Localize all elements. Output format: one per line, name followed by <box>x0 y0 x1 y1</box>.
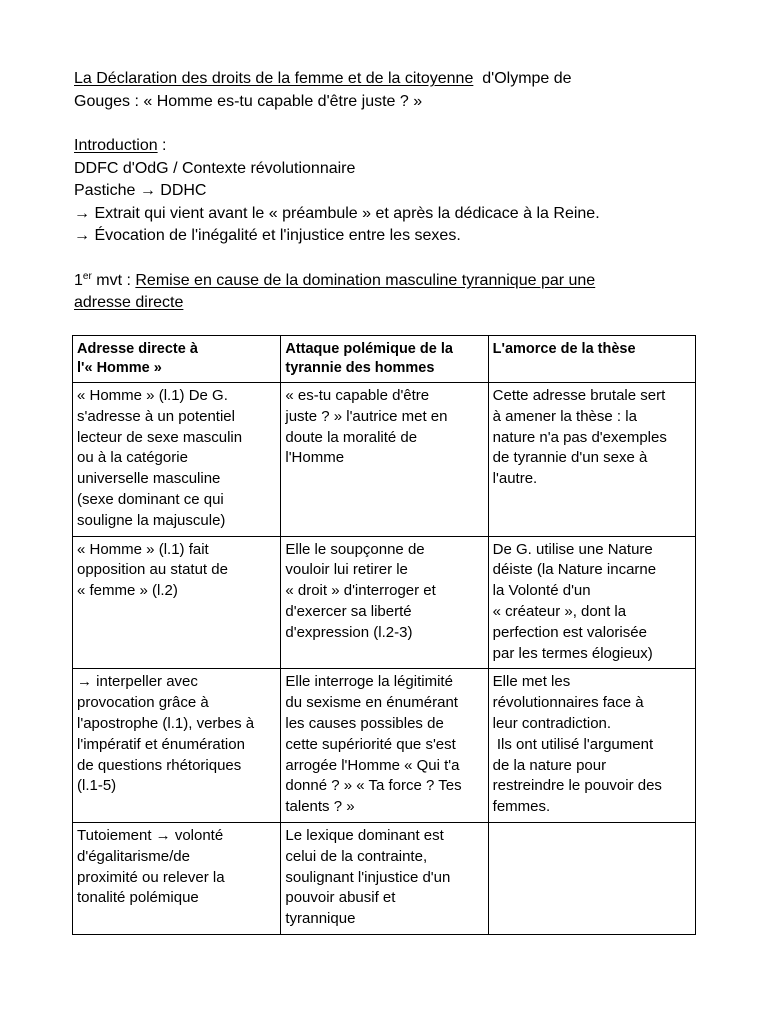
cell-line: leur contradiction. <box>492 714 612 732</box>
cell-line: Le lexique dominant est <box>285 826 444 844</box>
cell-line: par les termes élogieux) <box>492 644 653 662</box>
cell-line: Attaque polémique de la <box>285 341 453 357</box>
document-body <box>74 68 694 315</box>
movement-sup: er <box>82 270 92 282</box>
cell-line: à amener la thèse : la <box>492 407 637 425</box>
table-row <box>73 383 696 537</box>
cell-line: ou à la catégorie <box>77 449 188 467</box>
cell-line: tyrannique <box>285 910 356 928</box>
cell-line: donné ? » « Ta force ? Tes <box>285 777 462 795</box>
cell-line: l'« Homme » <box>77 360 162 376</box>
cell-line: universelle masculine <box>77 470 221 488</box>
intro-line: DDFC d'OdG / Contexte révolutionnaire <box>74 159 356 177</box>
table-cell <box>488 669 695 823</box>
cell-line: arrogée l'Homme « Qui t'a <box>285 756 460 774</box>
cell-line: l'impératif et énumération <box>77 735 245 753</box>
cell-line: de tyrannie d'un sexe à <box>492 449 648 467</box>
table-row <box>73 669 696 823</box>
title-line-1 <box>74 68 694 91</box>
table-cell <box>488 383 695 537</box>
cell-line: s'adresse à un potentiel <box>77 407 235 425</box>
table-header-cell <box>488 336 695 383</box>
cell-line: pouvoir abusif et <box>285 889 396 907</box>
cell-line: l'apostrophe (l.1), verbes à <box>77 714 255 732</box>
cell-line: « Homme » (l.1) fait <box>77 540 209 558</box>
movement-label: mvt : <box>91 271 136 289</box>
cell-line: femmes. <box>492 798 551 816</box>
table-header-cell <box>73 336 281 383</box>
cell-line: l'autre. <box>492 470 538 488</box>
cell-line: d'exercer sa liberté <box>285 602 412 620</box>
cell-line: perfection est valorisée <box>492 623 647 641</box>
intro-heading-suffix: : <box>157 137 167 154</box>
cell-line: « es-tu capable d'être <box>285 387 430 404</box>
cell-line: vouloir lui retirer le <box>285 561 408 579</box>
cell-line: « femme » (l.2) <box>77 582 178 600</box>
cell-line: talents ? » <box>285 798 355 816</box>
cell-line: « droit » d'interroger et <box>285 582 436 600</box>
cell-line: opposition au statut de <box>77 561 228 579</box>
table-cell <box>73 536 281 669</box>
table-cell <box>281 536 488 669</box>
table-row <box>73 822 696 934</box>
cell-line: de questions rhétoriques <box>77 756 242 774</box>
cell-line: lecteur de sexe masculin <box>77 428 243 446</box>
analysis-table <box>72 335 696 935</box>
intro-line: → Extrait qui vient avant le « préambule » et après la dédicace à la Reine. <box>74 204 600 222</box>
cell-line: « créateur », dont la <box>492 602 627 620</box>
movement-title-1: Remise en cause de la domination masculine tyrannique par une <box>135 271 596 289</box>
table-header-cell <box>281 336 488 383</box>
table-cell <box>488 536 695 669</box>
cell-line: cette supériorité que s'est <box>285 735 456 753</box>
intro-heading <box>74 135 694 158</box>
table-cell <box>73 822 281 934</box>
table-cell <box>73 669 281 823</box>
cell-line: du sexisme en énumérant <box>285 694 458 712</box>
cell-line: → interpeller avec <box>77 673 198 691</box>
cell-line: révolutionnaires face à <box>492 694 644 712</box>
cell-line: la Volonté d'un <box>492 582 591 600</box>
cell-line: proximité ou relever la <box>77 868 225 886</box>
cell-line: L'amorce de la thèse <box>492 341 636 357</box>
movement-number: 1 <box>74 271 83 289</box>
cell-line: De G. utilise une Nature <box>492 540 653 558</box>
table-cell <box>281 383 488 537</box>
cell-line: l'Homme <box>285 449 345 467</box>
table-row <box>73 536 696 669</box>
intro-line: → Évocation de l'inégalité et l'injustice entre les sexes. <box>74 227 461 244</box>
cell-line: juste ? » l'autrice met en <box>285 407 448 425</box>
title-underlined: La Déclaration des droits de la femme et de la citoyenne <box>74 70 474 87</box>
cell-line: (l.1-5) <box>77 777 117 795</box>
cell-line: tonalité polémique <box>77 889 199 907</box>
table-cell <box>281 669 488 823</box>
cell-line: celui de la contrainte, <box>285 847 428 865</box>
cell-line: d'égalitarisme/de <box>77 847 190 865</box>
cell-line: Cette adresse brutale sert <box>492 387 666 404</box>
cell-line: déiste (la Nature incarne <box>492 561 657 579</box>
movement-title-line-2 <box>74 292 694 315</box>
cell-line: les causes possibles de <box>285 714 444 732</box>
title-line-2: Gouges : « Homme es-tu capable d'être juste ? » <box>74 92 423 110</box>
intro-heading-text: Introduction <box>74 137 158 154</box>
table-cell <box>488 822 695 934</box>
intro-line: Pastiche → DDHC <box>74 182 207 199</box>
movement-heading <box>74 270 694 293</box>
cell-line: souligne la majuscule) <box>77 511 226 529</box>
table-cell <box>73 383 281 537</box>
cell-line: Elle interroge la légitimité <box>285 673 453 691</box>
cell-line: Adresse directe à <box>77 341 198 357</box>
table-header-row <box>73 336 696 383</box>
cell-line: provocation grâce à <box>77 694 209 712</box>
cell-line: de la nature pour <box>492 756 607 774</box>
cell-line: soulignant l'injustice d'un <box>285 868 451 886</box>
cell-line: « Homme » (l.1) De G. <box>77 387 228 404</box>
cell-line: Elle le soupçonne de <box>285 540 425 558</box>
cell-line: d'expression (l.2-3) <box>285 623 413 641</box>
table-cell <box>281 822 488 934</box>
cell-line: tyrannie des hommes <box>285 360 435 376</box>
cell-line: doute la moralité de <box>285 428 418 446</box>
cell-line: Ils ont utilisé l'argument <box>492 735 654 753</box>
movement-title-2: adresse directe <box>74 294 184 311</box>
cell-line: (sexe dominant ce qui <box>77 490 224 508</box>
cell-line: restreindre le pouvoir des <box>492 777 662 795</box>
cell-line: Elle met les <box>492 673 571 691</box>
cell-line: Tutoiement → volonté <box>77 826 224 844</box>
cell-line: nature n'a pas d'exemples <box>492 428 667 446</box>
title-rest: d'Olympe de <box>473 70 572 87</box>
